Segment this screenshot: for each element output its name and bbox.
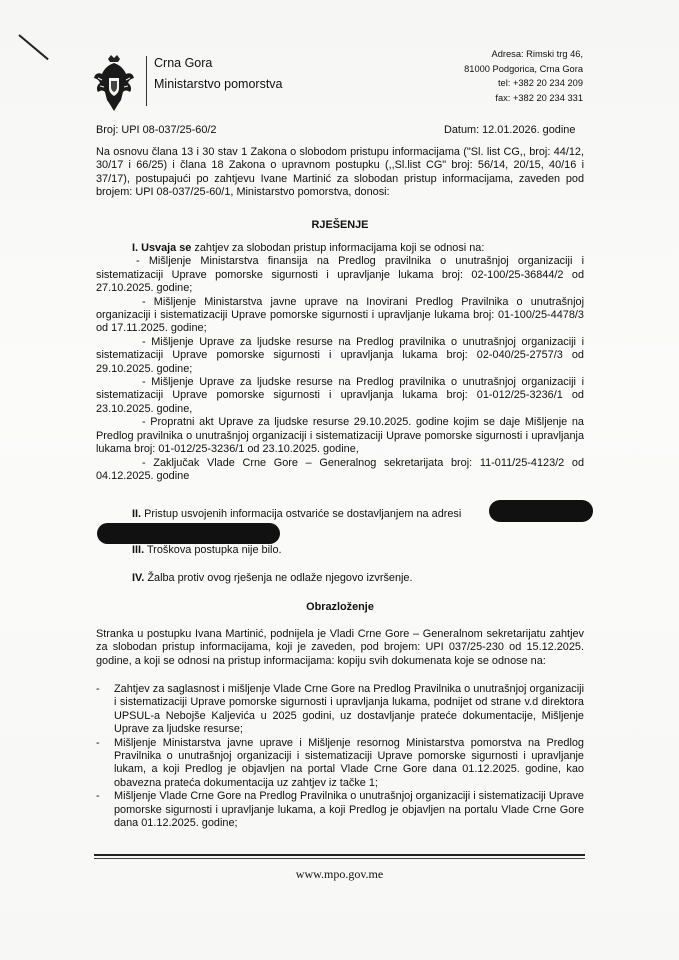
section-1-number: I. xyxy=(132,242,139,254)
list-item xyxy=(96,683,584,737)
section-3 xyxy=(132,544,282,557)
section-2-text: Pristup usvojenih informacija ostvariće se dostavljanjem na adresi xyxy=(141,508,462,520)
list-item: - Mišljenje Ministarstva finansija na Predlog pravilnika o unutrašnjoj organizaciji i sistematizaciji Uprave pomorske sigurnosti i upravljanje lukama broj: 02-100/25-36844/2 od 27.10.2025. godine; xyxy=(96,255,584,295)
phone-line: tel: +382 20 234 209 xyxy=(497,78,583,88)
section-1-heading xyxy=(96,242,584,255)
footer-website: www.mpo.gov.me xyxy=(295,867,384,881)
section-3-number: III. xyxy=(132,544,145,556)
list-item: - Zaključak Vlade Crne Gore – Generalnog sekretarijata broj: 11-011/25-4123/2 od 04.12.2025. godine xyxy=(96,456,584,482)
list-item xyxy=(96,790,584,830)
section-4-number: IV. xyxy=(132,572,145,584)
coat-of-arms-icon xyxy=(92,54,136,112)
intro-paragraph: Na osnovu člana 13 i 30 stav 1 Zakona o slobodom pristupu informacijama ("Sl. list CG,, broj: 44/12, 30/17 i 66/25) i člana 18 Zakona o upravnom postupku (,,Sl.list CG" broj: 56/14, 20/15, 40/16 i 37/17), postupajući po zahtjevu Ivane Martinić za slobodan pristup informacijama, zaveden pod brojem: UPI 08-037/25-60/1, Ministarstvo pomorstva, donosi: xyxy=(96,146,584,199)
address-line: 81000 Podgorica, Crna Gora xyxy=(464,63,583,74)
footer-divider xyxy=(94,854,585,856)
decision-title: RJEŠENJE xyxy=(311,219,369,231)
list-item-text: Mišljenje Ministarstva javne uprave i Mišljenje resornog Ministarstva pomorstva na Predlog Pravilnika o unutrašnjoj organizaciji i sistematizaciji Uprave pomorske sigurnosti i upravljanje lukam, a koji Predlog je objavljen na portal Vlade Crne Gore dana 01.12.2025. godine, kao obavezna prateća dokumentacija uz zahtjev iz tačke 1; xyxy=(114,736,584,789)
redacted-address xyxy=(489,500,593,522)
section-1-text: zahtjev za slobodan pristup informacijama koji se odnosi na: xyxy=(191,242,485,254)
reasoning-paragraph: Stranka u postupku Ivana Martinić, podnijela je Vladi Crne Gore – Generalnom sekretarijatu zahtjev za slobodan pristup informacijama, koji je zaveden, pod brojem: UPI 037/25-230 od 15.12.2025. godine, a koji se odnosi na pristup informacijama: kopiju svih dokumenata koje se odnose na: xyxy=(96,628,584,667)
section-4-text: Žalba protiv ovog rješenja ne odlaže njegovo izvršenje. xyxy=(144,572,413,584)
list-item xyxy=(96,737,584,791)
document-date: Datum: 12.01.2026. godine xyxy=(444,124,576,136)
contact-address xyxy=(464,47,583,105)
scan-mark xyxy=(18,34,48,60)
list-item-text: Mišljenje Vlade Crne Gore na Predlog Pravilnika o unutrašnjoj organizaciji i sistematizaciji Uprave pomorske sigurnosti i upravljanje lukama, a koji Predlog je objavljen na portalu Vlade Crne Gore dana 01.12.2025. godine; xyxy=(114,790,584,830)
ministry-name: Ministarstvo pomorstva xyxy=(154,77,283,91)
bullet-dash: - xyxy=(96,736,100,749)
list-item: - Mišljenje Ministarstva javne uprave na Inovirani Predlog Pravilnika o unutrašnjoj organizaciji i sistematizaciji Uprave pomorske sigurnosti i upravljanje lukama broj: 01-100/25-4478/3 od 17.11.2025. godine; xyxy=(96,295,584,335)
fax-line: fax: +382 20 234 331 xyxy=(495,92,583,103)
header-divider xyxy=(146,56,147,106)
section-4 xyxy=(132,572,413,585)
section-3-text: Troškova postupka nije bilo. xyxy=(144,544,282,556)
reasoning-title: Obrazloženje xyxy=(306,601,374,613)
reasoning-list xyxy=(96,683,584,830)
list-item: - Mišljenje Uprave za ljudske resurse na Predlog pravilnika o unutrašnjoj organizaciji i sistematizaciji Uprave pomorske sigurnosti i upravljanja lukama broj: 02-040/25-2757/3 od 29.10.2025. godine; xyxy=(96,335,584,375)
reference-number: Broj: UPI 08-037/25-60/2 xyxy=(96,124,217,136)
list-item: - Mišljenje Uprave za ljudske resurse na Predlog pravilnika o unutrašnjoj organizaciji i sistematizaciji Uprave pomorske sigurnosti i upravljanja lukama broj: 01-012/25-3236/1 od 23.10.2025. godine, xyxy=(96,376,584,415)
list-item-text: Zahtjev za saglasnost i mišljenje Vlade Crne Gore na Predlog Pravilnika o unutrašnjoj organizaciji i sistematizaciji Uprave pomorske sigurnosti i upravljanja lukama, podnijet od strane v.d direktora UPSUL-a Nebojše Kaljevića u 2025 godini, uz dostavljanje prateće dokumentacije, Mišljenje Uprave za ljudske resurse; xyxy=(114,683,584,736)
redacted-address xyxy=(97,523,280,544)
bullet-dash: - xyxy=(96,790,100,803)
section-1-bold: Usvaja se xyxy=(141,242,192,254)
bullet-dash: - xyxy=(96,683,100,695)
list-item: - Propratni akt Uprave za ljudske resurse 29.10.2025. godine kojim se daje Mišljenje na Predlog pravilnika o unutrašnjoj organizaciji i sistematizaciji Uprave pomorske sigurnosti i upravljanja lukama broj: 01-012/25-3236/1 od 23.10.2025. godine, xyxy=(96,416,584,456)
section-2-number: II. xyxy=(132,508,142,520)
footer-divider xyxy=(94,858,585,859)
country-name: Crna Gora xyxy=(154,56,213,70)
section-1 xyxy=(96,242,584,483)
address-line: Adresa: Rimski trg 46, xyxy=(491,49,583,59)
section-2 xyxy=(132,508,461,521)
